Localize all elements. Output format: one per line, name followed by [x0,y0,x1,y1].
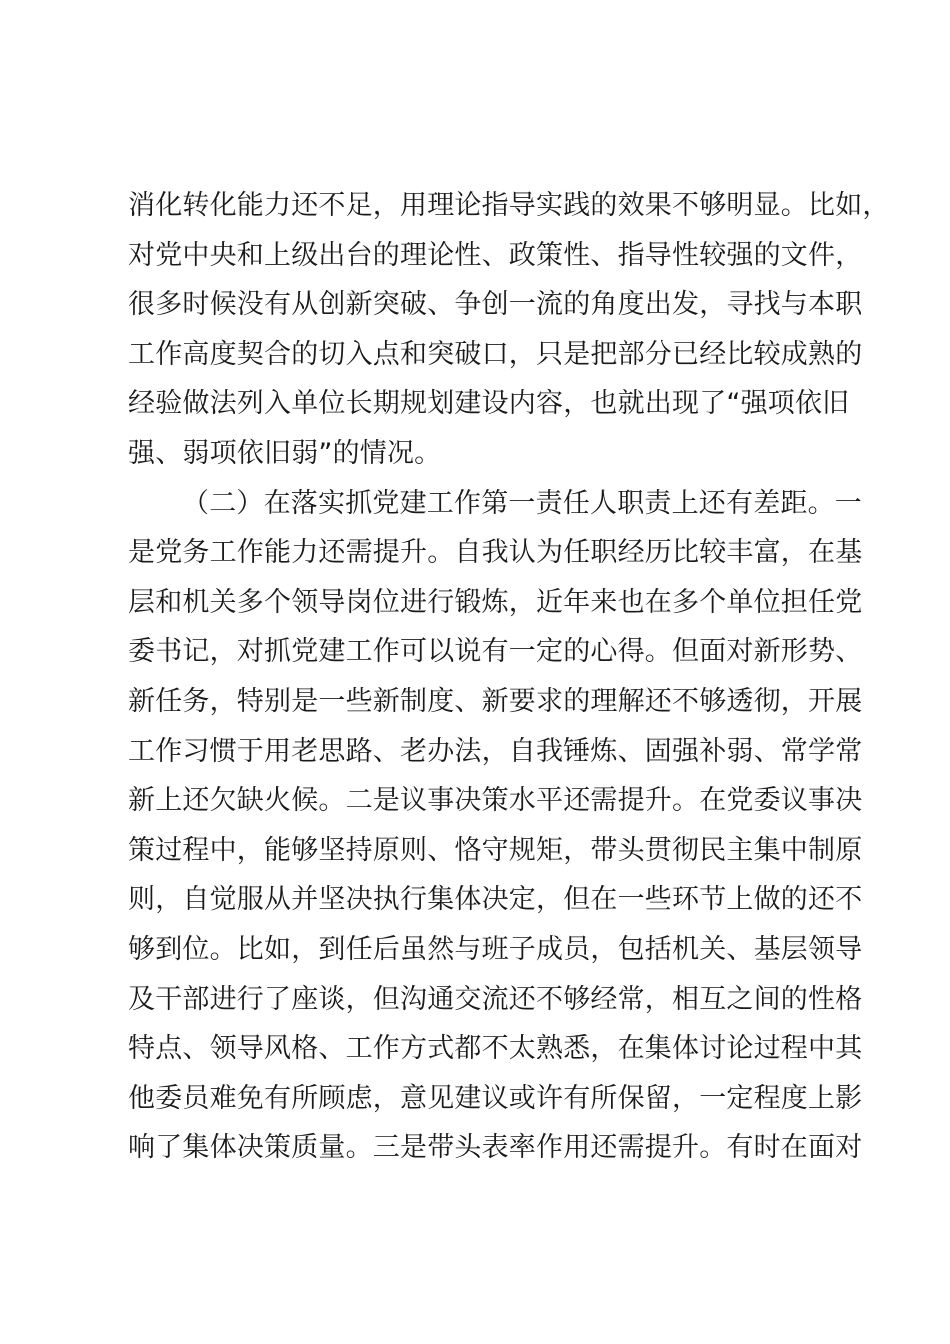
text-line: 消化转化能力还不足，用理论指导实践的效果不够明显。比如， [128,190,890,221]
text-line: 强、弱项依旧弱”的情况。 [128,437,442,469]
document-body [128,181,890,1173]
text-line: 策过程中，能够坚持原则、恪守规矩，带头贯彻民主集中制原 [128,834,863,866]
text-line: 及干部进行了座谈，但沟通交流还不够经常，相互之间的性格 [128,983,863,1015]
text-line: 很多时候没有从创新突破、争创一流的角度出发，寻找与本职 [128,289,863,321]
text-line: 他委员难免有所顾虑，意见建议或许有所保留，一定程度上影 [128,1082,863,1114]
text-line: 新任务，特别是一些新制度、新要求的理解还不够透彻，开展 [128,685,863,717]
text-line: 新上还欠缺火候。二是议事决策水平还需提升。在党委议事决 [128,785,863,817]
text-line: 工作习惯于用老思路、老办法，自我锤炼、固强补弱、常学常 [128,735,863,767]
text-line: 响了集体决策质量。三是带头表率作用还需提升。有时在面对 [128,1132,863,1164]
text-line: 是党务工作能力还需提升。自我认为任职经历比较丰富，在基 [128,537,863,569]
text-line: 则，自觉服从并坚决执行集体决定，但在一些环节上做的还不 [128,884,863,916]
text-line: 特点、领导风格、工作方式都不太熟悉，在集体讨论过程中其 [128,1033,863,1065]
text-line: 委书记，对抓党建工作可以说有一定的心得。但面对新形势、 [128,636,863,668]
text-line: 够到位。比如，到任后虽然与班子成员，包括机关、基层领导 [128,933,863,965]
section-heading-line: （二）在落实抓党建工作第一责任人职责上还有差距。一 [182,487,862,519]
text-line: 对党中央和上级出台的理论性、政策性、指导性较强的文件， [128,239,863,271]
text-line: 经验做法列入单位长期规划建设内容，也就出现了“强项依旧 [128,388,850,420]
text-line: 工作高度契合的切入点和突破口，只是把部分已经比较成熟的 [128,338,863,370]
text-line: 层和机关多个领导岗位进行锻炼，近年来也在多个单位担任党 [128,586,863,618]
